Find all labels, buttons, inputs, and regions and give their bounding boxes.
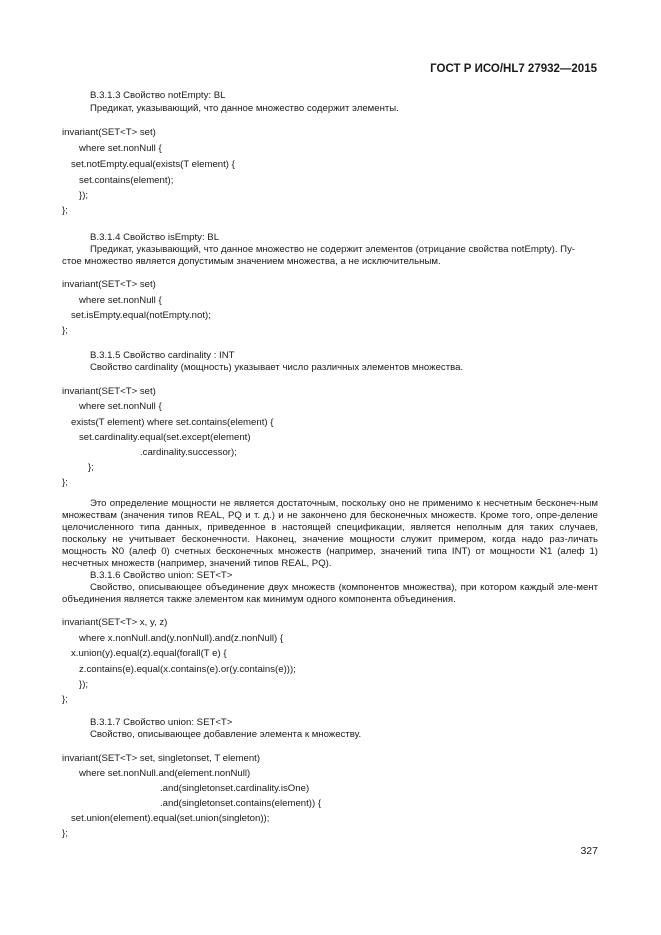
- code-line: set.notEmpty.equal(exists(T element) {: [71, 159, 235, 170]
- code-line: where set.nonNull {: [79, 295, 162, 306]
- section-heading-union: В.3.1.6 Свойство union: SET<T>: [90, 570, 233, 581]
- code-line: z.contains(e).equal(x.contains(e).or(y.contains(e)));: [79, 664, 296, 675]
- section-heading-notempty: В.3.1.3 Свойство notEmpty: BL: [90, 90, 226, 101]
- code-line: set.union(element).equal(set.union(singleton));: [71, 813, 270, 824]
- code-line: .and(singletonset.contains(element)) {: [160, 798, 322, 809]
- code-line: };: [62, 325, 68, 336]
- code-line: set.contains(element);: [79, 175, 174, 186]
- code-line: });: [79, 679, 89, 690]
- section-heading-union-element: В.3.1.7 Свойство union: SET<T>: [90, 717, 233, 728]
- code-line: };: [62, 205, 68, 216]
- code-line: where set.nonNull {: [79, 401, 162, 412]
- description-paragraph: Свойство, описывающее объединение двух множеств (компонентов множества), при котором каждый эле-мент объединения является также элементом как минимум одного компонента объединения.: [62, 582, 598, 605]
- section-description: Свойство cardinality (мощность) указывает число различных элементов множества.: [90, 362, 464, 373]
- section-description: Предикат, указывающий, что данное множество содержит элементы.: [90, 103, 399, 114]
- union-description: [62, 582, 598, 606]
- code-line: set.isEmpty.equal(notEmpty.not);: [71, 310, 211, 321]
- section-description: Предикат, указывающий, что данное множество не содержит элементов (отрицание свойства notEmpty). Пу-: [90, 244, 576, 255]
- code-line: invariant(SET<T> set): [62, 386, 156, 397]
- section-description: стое множество является допустимым значением множества, а не исключительным.: [62, 256, 441, 267]
- document-header: ГОСТ Р ИСО/HL7 27932—2015: [430, 63, 597, 75]
- code-line: };: [88, 462, 94, 473]
- code-line: };: [62, 828, 68, 839]
- section-heading-isempty: В.3.1.4 Свойство isEmpty: BL: [90, 232, 220, 243]
- section-heading-cardinality: В.3.1.5 Свойство cardinality : INT: [90, 350, 235, 361]
- code-line: invariant(SET<T> x, y, z): [62, 617, 168, 628]
- section-description: Свойство, описывающее добавление элемента к множеству.: [90, 729, 362, 740]
- code-line: invariant(SET<T> set, singletonset, T element): [62, 753, 261, 764]
- code-line: });: [79, 190, 89, 201]
- code-line: invariant(SET<T> set): [62, 127, 156, 138]
- note-paragraph: Это определение мощности не является достаточным, поскольку оно не применимо к несчетным бесконеч-ным множествам (значения типов REAL, PQ и т. д.) и не закончено для бесконечных множеств. Кроме того, опре-деление целочисленного типа данных, приведенное в настоящей спецификации, является неполным для таких случаев, поскольку не учитывает бесконечности. Наконец, значение мощности служит примером, когда надо раз-личать мощность ℵ0 (алеф 0) счетных бесконечных множеств (например, значений типа INT) от мощности ℵ1 (алеф 1) несчетных множеств (например, значений типов REAL, PQ).: [62, 498, 598, 569]
- code-line: };: [62, 694, 68, 705]
- code-line: };: [62, 477, 68, 488]
- code-line: where set.nonNull.and(element.nonNull): [79, 768, 251, 779]
- code-line: .cardinality.successor);: [140, 447, 237, 458]
- code-line: exists(T element) where set.contains(element) {: [71, 417, 274, 428]
- code-line: x.union(y).equal(z).equal(forall(T e) {: [71, 648, 227, 659]
- code-line: .and(singletonset.cardinality.isOne): [160, 783, 310, 794]
- page-number: 327: [580, 845, 598, 857]
- code-line: where x.nonNull.and(y.nonNull).and(z.nonNull) {: [79, 633, 284, 644]
- cardinality-note: [62, 498, 598, 570]
- code-line: invariant(SET<T> set): [62, 279, 156, 290]
- code-line: where set.nonNull {: [79, 143, 162, 154]
- code-line: set.cardinality.equal(set.except(element): [79, 432, 251, 443]
